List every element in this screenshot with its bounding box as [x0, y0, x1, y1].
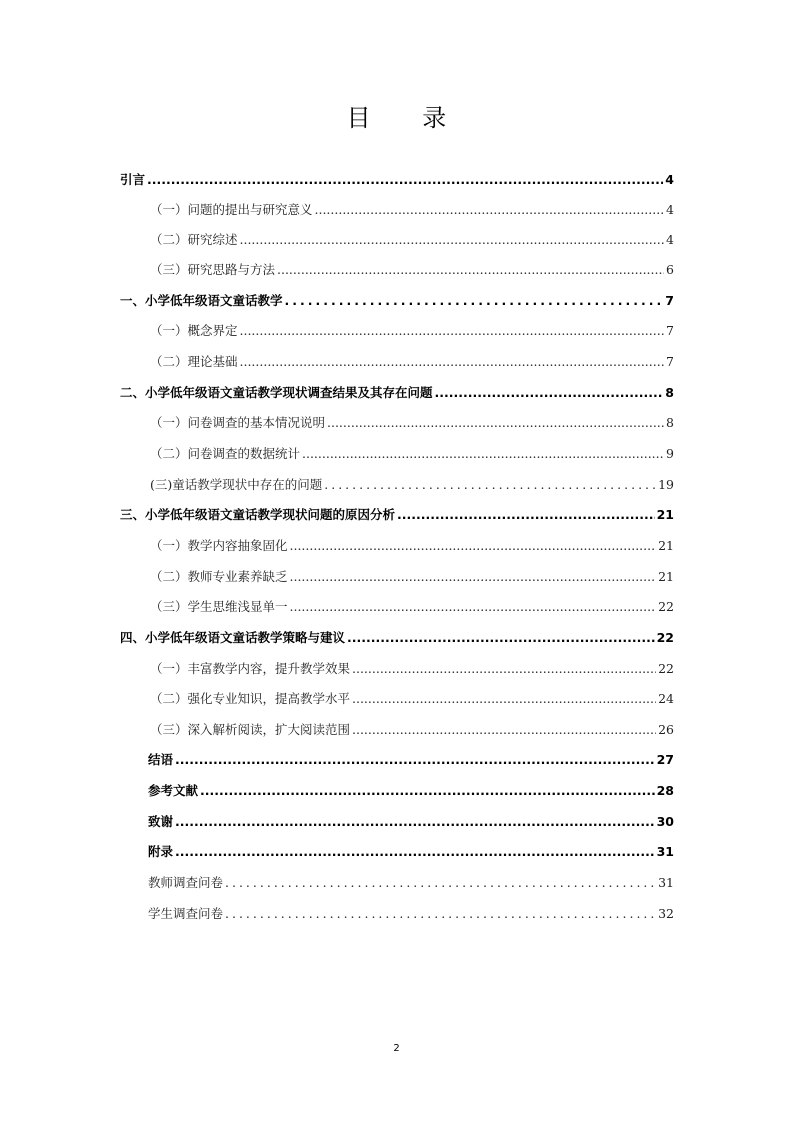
toc-entry[interactable] — [150, 200, 674, 220]
toc-entry-page: 22 — [658, 599, 674, 614]
toc-entry[interactable] — [150, 659, 674, 679]
toc-entry-page: 24 — [658, 691, 674, 706]
toc-leader-dots — [302, 444, 664, 464]
toc-entry-introduction[interactable] — [120, 170, 674, 190]
toc-entry-label: （二）教师专业素养缺乏 — [150, 569, 288, 584]
toc-leader-dots — [324, 475, 656, 495]
toc-entry-label: 结语 — [148, 752, 174, 767]
toc-leader-dots — [347, 628, 655, 648]
toc-leader-dots — [147, 170, 663, 190]
toc-entry-page: 22 — [656, 630, 674, 645]
toc-entry[interactable] — [150, 475, 674, 495]
toc-entry-conclusion[interactable] — [148, 750, 674, 770]
toc-entry-label: 三、小学低年级语文童话教学现状问题的原因分析 — [120, 507, 396, 522]
toc-entry-chapter-2[interactable] — [120, 383, 674, 403]
toc-entry-acknowledgements[interactable] — [148, 812, 674, 832]
toc-title: 目 录 — [346, 104, 469, 132]
toc-leader-dots — [352, 689, 656, 709]
toc-leader-dots — [352, 720, 656, 740]
toc-entry[interactable] — [150, 444, 674, 464]
toc-entry-label: 四、小学低年级语文童话教学策略与建议 — [120, 630, 346, 645]
toc-leader-dots — [240, 230, 665, 250]
toc-entry-page: 9 — [666, 446, 674, 461]
toc-leader-dots — [290, 536, 657, 556]
toc-leader-dots — [435, 383, 664, 403]
toc-entry-page: 30 — [656, 814, 674, 829]
toc-leader-dots — [200, 781, 655, 801]
toc-entry-label: 一、小学低年级语文童话教学 — [120, 293, 283, 308]
toc-leader-dots — [315, 200, 665, 220]
toc-entry-page: 31 — [656, 844, 674, 859]
toc-entry-label: （三）学生思维浅显单一 — [150, 599, 288, 614]
toc-leader-dots — [175, 842, 655, 862]
toc-entry-references[interactable] — [148, 781, 674, 801]
toc-entry[interactable] — [150, 567, 674, 587]
toc-entry[interactable] — [150, 230, 674, 250]
toc-leader-dots — [290, 597, 657, 617]
toc-entry-page: 7 — [665, 293, 674, 308]
toc-entry-label: （一）问卷调查的基本情况说明 — [150, 415, 326, 430]
toc-entry-label: （一）教学内容抽象固化 — [150, 538, 288, 553]
toc-entry-label: （一）概念界定 — [150, 323, 238, 338]
toc-entry-chapter-3[interactable] — [120, 505, 674, 525]
toc-entry-label: （三）研究思路与方法 — [150, 262, 276, 277]
toc-leader-dots — [352, 659, 656, 679]
toc-entry-label: 学生调查问卷 — [148, 906, 224, 921]
toc-entry-page: 6 — [666, 262, 674, 277]
toc-entry-page: 19 — [658, 477, 674, 492]
toc-leader-dots — [397, 505, 655, 525]
toc-entry-page: 7 — [666, 323, 674, 338]
toc-entry-chapter-4[interactable] — [120, 628, 674, 648]
toc-entry-page: 21 — [658, 538, 674, 553]
toc-entry-page: 4 — [665, 172, 674, 187]
toc-entry-label: 致谢 — [148, 814, 174, 829]
toc-entry-label: 引言 — [120, 172, 146, 187]
toc-entry-page: 21 — [656, 507, 674, 522]
toc-entry-label: （二）问卷调查的数据统计 — [150, 446, 301, 461]
toc-entry-page: 7 — [666, 354, 674, 369]
toc-entry-label: （一）问题的提出与研究意义 — [150, 202, 313, 217]
toc-leader-dots — [225, 904, 656, 924]
toc-leader-dots — [225, 873, 656, 893]
toc-entry[interactable] — [150, 260, 674, 280]
toc-entry-page: 28 — [656, 783, 674, 798]
toc-entry-label: 附录 — [148, 844, 174, 859]
toc-leader-dots — [240, 352, 665, 372]
toc-leader-dots — [175, 812, 655, 832]
toc-entry-label: （一）丰富教学内容，提升教学效果 — [150, 661, 351, 676]
toc-entry[interactable] — [148, 904, 674, 924]
toc-entry[interactable] — [150, 689, 674, 709]
toc-entry-label: (三)童话教学现状中存在的问题 — [150, 477, 323, 492]
toc-leader-dots — [175, 750, 655, 770]
toc-entry[interactable] — [150, 720, 674, 740]
toc-entry-page: 8 — [666, 415, 674, 430]
toc-entry[interactable] — [150, 536, 674, 556]
toc-leader-dots — [327, 413, 664, 433]
toc-entry-label: （三）深入解析阅读，扩大阅读范围 — [150, 722, 351, 737]
toc-entry[interactable] — [148, 873, 674, 893]
toc-entry[interactable] — [150, 597, 674, 617]
toc-leader-dots — [285, 291, 664, 311]
toc-entry-label: （二）研究综述 — [150, 232, 238, 247]
toc-leader-dots — [240, 321, 665, 341]
toc-entry-label: 参考文献 — [148, 783, 199, 798]
toc-leader-dots — [277, 260, 664, 280]
toc-entry[interactable] — [150, 321, 674, 341]
page-number: 2 — [393, 1043, 400, 1054]
toc-entry-label: 二、小学低年级语文童话教学现状调查结果及其存在问题 — [120, 385, 433, 400]
toc-entry-page: 22 — [658, 661, 674, 676]
toc-entry-label: （二）强化专业知识，提高教学水平 — [150, 691, 351, 706]
toc-entry-chapter-1[interactable] — [120, 291, 674, 311]
toc-entry-label: （二）理论基础 — [150, 354, 238, 369]
toc-entry-appendix[interactable] — [148, 842, 674, 862]
toc-entry-page: 21 — [658, 569, 674, 584]
toc-entry[interactable] — [150, 352, 674, 372]
toc-entry-page: 4 — [666, 232, 674, 247]
toc-entry-page: 4 — [666, 202, 674, 217]
toc-entry-page: 27 — [656, 752, 674, 767]
toc-entry-page: 26 — [658, 722, 674, 737]
toc-leader-dots — [290, 567, 657, 587]
toc-entry[interactable] — [150, 413, 674, 433]
toc-entry-label: 教师调查问卷 — [148, 875, 224, 890]
toc-entry-page: 32 — [658, 906, 674, 921]
toc-entry-page: 31 — [658, 875, 674, 890]
toc-entry-page: 8 — [665, 385, 674, 400]
